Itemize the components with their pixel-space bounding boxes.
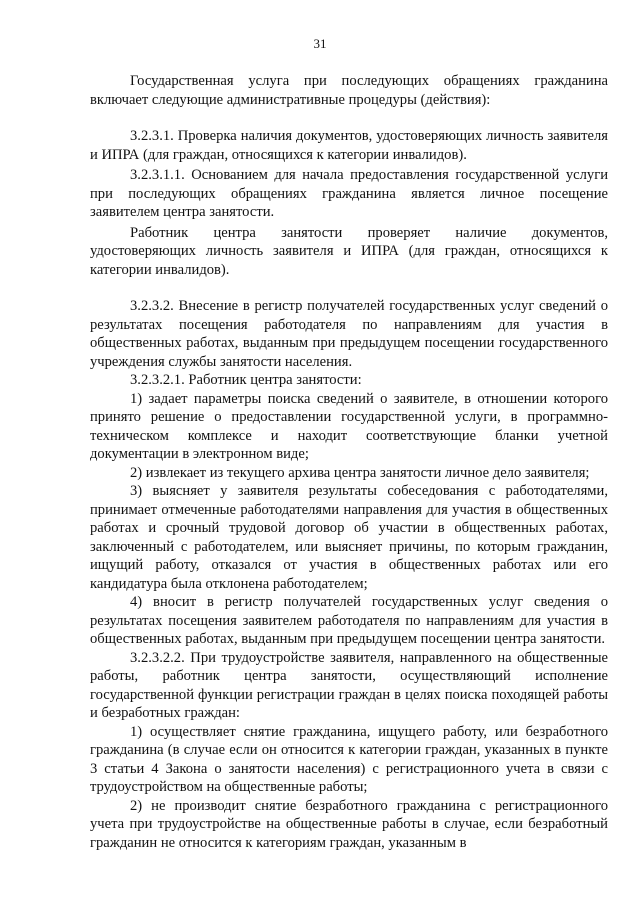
paragraph-3-2-3-1-1: 3.2.3.1.1. Основанием для начала предоставления государственной услуги при последующих обращениях гражданина является личное посещение заявителем центра занятости. [90, 167, 608, 220]
paragraph-intro: Государственная услуга при последующих обращениях гражданина включает следующие административные процедуры (действия): [90, 73, 608, 108]
list-item-2: 2) извлекает из текущего архива центра занятости личное дело заявителя; [130, 464, 590, 481]
paragraph-3-2-3-2-1: 3.2.3.2.1. Работник центра занятости: [130, 372, 362, 388]
list-item-b2: 2) не производит снятие безработного гражданина с регистрационного учета при трудоустройстве на общественные работы в случае, если безработный гражданин не относится к категориям граждан, указанным в [90, 797, 608, 851]
list-item-4: 4) вносит в регистр получателей государственных услуг сведения о результатах посещения заявителем работодателя по направлениям для участия в общественных работах, выданным при предыдущем посещении центра занятости. [90, 594, 608, 647]
list-item-b1: 1) осуществляет снятие гражданина, ищущего работу, или безработного гражданина (в случае если он относится к категории граждан, указанных в пункте 3 статьи 4 Закона о занятости населения) с регистрационного учета в связи с трудоустройством на общественные работы; [90, 723, 608, 795]
paragraph-3-2-3-2: 3.2.3.2. Внесение в регистр получателей государственных услуг сведений о результатах посещения работодателя по направлениям для участия в общественных работах, выданным при предыдущем посещении государственного учреждения службы занятости населения. [90, 298, 608, 370]
paragraph-worker-checks: Работник центра занятости проверяет наличие документов, удостоверяющих личность заявителя и ИПРА (для граждан, относящихся к категории инвалидов). [90, 224, 608, 278]
document-body [90, 72, 608, 852]
list-item-1: 1) задает параметры поиска сведений о заявителе, в отношении которого принято решение о предоставлении государственной услуги, в программно-техническом комплексе и находит соответствующие бланки учетной документации в электронном виде; [90, 390, 608, 462]
page-number: 31 [313, 36, 327, 51]
paragraph-3-2-3-1: 3.2.3.1. Проверка наличия документов, удостоверяющих личность заявителя и ИПРА (для граждан, относящихся к категории инвалидов). [90, 128, 608, 163]
list-item-3: 3) выясняет у заявителя результаты собеседования с работодателями, принимает отмеченные работодателями направления для участия в общественных работах и срочный трудовой договор об участии в общественных работах, заключенный с работодателем, или выясняет причины, по которым гражданин, ищущий работу, отказался от участия в общественных работах или его кандидатура была отклонена работодателем; [90, 483, 608, 592]
paragraph-3-2-3-2-2: 3.2.3.2.2. При трудоустройстве заявителя, направленного на общественные работы, работник центра занятости, осуществляющий исполнение государственной функции регистрации граждан в целях поиска походящей работы и безработных граждан: [90, 649, 608, 721]
